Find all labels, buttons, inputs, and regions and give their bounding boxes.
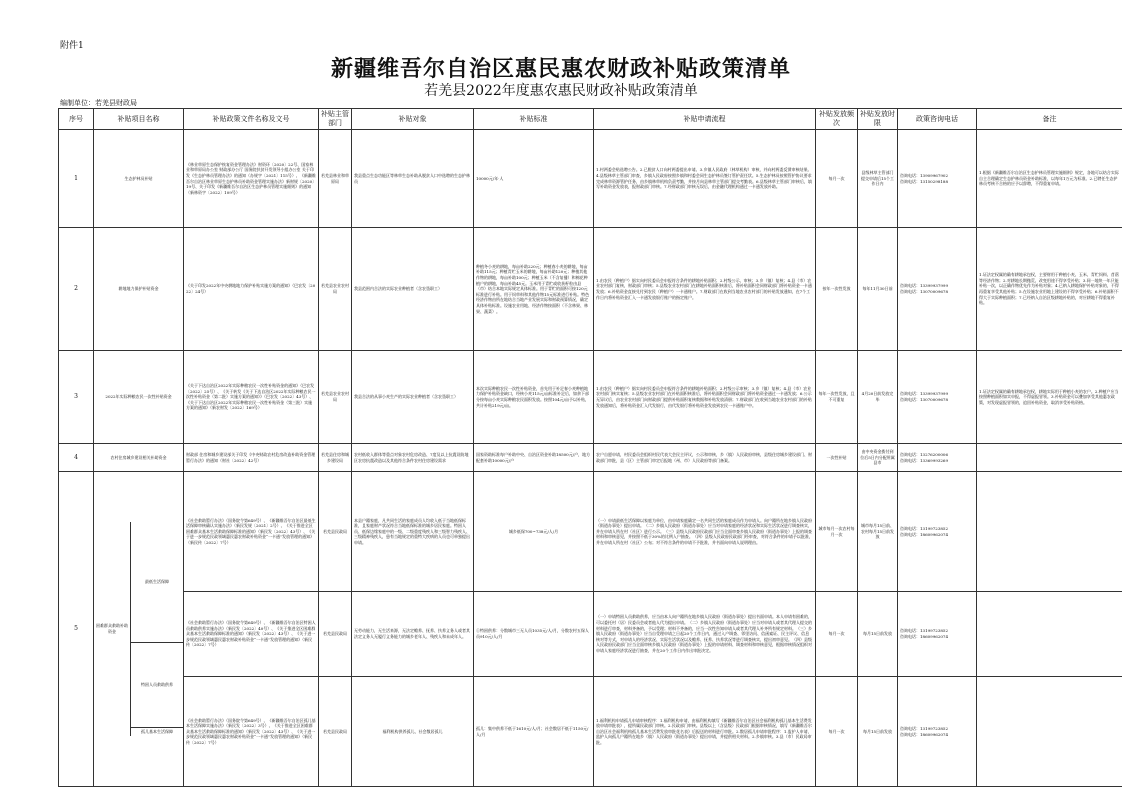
- table-row: [59, 351, 1122, 444]
- page-subtitle: 若羌县2022年度惠农惠民财政补贴政策清单: [424, 83, 698, 99]
- payment-deadline: 城市每月15日前、农村每月15日前发放: [858, 472, 898, 592]
- policy-doc: 《关于印发2022年中央耕地地力保护补贴实施方案的通知》（巴农发〔2022〕24号）: [184, 228, 319, 351]
- department: 若羌县林业和草原局: [319, 130, 352, 228]
- subsidy-standard: 城乡低保700~738元/人/月: [474, 472, 594, 592]
- sub-item-name: 最低生活保障: [145, 579, 169, 585]
- compiling-unit: 编制单位：若羌县财政局: [60, 99, 137, 107]
- payment-deadline: 县级林草主管部门提交申请后15个工作日内: [858, 130, 898, 228]
- policy-doc: 《社会救助暂行办法》（国务院令第649号）、《新疆维吾尔自治区孤儿基本生活保障实施办法》（新民发〔2022〕3号）、《关于推进全区困难群众基本生活救助保障标准的通知》（新民发〔2022〕43号）、《关于进一步规范民政领域惠民惠农财政补贴资金“一卡通”发放管理的通知》（新民传〔2022〕7号）: [184, 677, 319, 787]
- payment-frequency: 每月一次: [816, 130, 858, 228]
- department: 若羌县民政局: [319, 592, 352, 677]
- subsidy-name-group: [94, 472, 184, 787]
- department: 若羌县住房和城乡建设局: [319, 444, 352, 472]
- subsidy-standard: 本次实际种粮农民一次性补贴资金，首先用于补足春小麦种植地力保护补贴资金缺口，经核小麦115元/亩标准补足后，如余下部分按每亩小麦实际种粮农民面积发放。按照104元/亩予以补贴，共计补贴219元/亩。: [474, 351, 594, 444]
- subsidy-name: 农村住房城乡建设相关补助资金: [94, 444, 184, 472]
- col-header: 补贴政策文件名称及文号: [184, 109, 319, 130]
- payment-deadline: 每年11月30日前: [858, 228, 898, 351]
- subsidy-name: 生态护林员补贴: [94, 130, 184, 228]
- col-header: 补贴标准: [474, 109, 594, 130]
- application-process: 1.由农民（种植户）据实向村民委员会申报符合条件的耕地补贴面积；2.村级公示、审核；3.乡（镇）复核；4.县（市）农业农村部门复核，财政部门审核；5.县级农业农村部门在耕地补贴面积核准后，将补贴面积会同财政部门将补贴资金一卡通发放；6.补贴资金直接兑付到农民（种植户）一卡通账户。7.财政部门在收到当地农业农村部门的补贴发放通知，在7个工作日内将补贴资金汇入一卡通发放银行账户的指定账户。: [594, 228, 816, 351]
- subsidy-target: 无劳动能力，无生活来源，无法定赡养、抚养、扶养义务人或者其法定义务人无履行义务能力的城乡老年人、残疾人和未成年人。: [352, 592, 474, 677]
- payment-frequency: 每月一次: [816, 677, 858, 787]
- payment-frequency: 一次性补贴: [816, 444, 858, 472]
- table-row: [59, 472, 1122, 592]
- col-header: 补贴主管部门: [319, 109, 352, 130]
- remarks: [977, 677, 1122, 787]
- consult-phone: 咨询电话：13909967902 咨询电话：13150298188: [898, 130, 977, 228]
- row-seq: 3: [59, 351, 94, 444]
- remarks: [977, 472, 1122, 592]
- table-row: [59, 592, 1122, 677]
- payment-frequency: 按年一次性发放: [816, 228, 858, 351]
- department: 若羌县民政局: [319, 677, 352, 787]
- subsidy-standard: 10000元/年·人: [474, 130, 594, 228]
- col-header: 补贴发放时限: [858, 109, 898, 130]
- policy-doc: 《社会救助暂行办法》（国务院令第649号）、《新疆维吾尔自治区特困人员救助供养实施办法》（新民发〔2022〕40号）、《关于推进全区困难群众基本生活救助保障标准的通知》（新民发〔2022〕43号）、《关于进一步规范民政领域惠民惠农财政补贴资金“一卡通”发放管理的通知》（新民传〔2022〕7号）: [184, 592, 319, 677]
- payment-frequency: 每月一次: [816, 592, 858, 677]
- table-row: [59, 130, 1122, 228]
- application-process: （一）申请特困人员救助供养，应当由本人向户籍所在地乡镇人民政府（街道办事处）提出书面申请。本人申请有困难的，可以委托村（居）民委员会或者他人代为提出申请。（二）乡镇人民政府（街道办事处）应当对申请人或者其代理人提交的材料进行审查，材料齐备的，予以受理；材料不齐备的，应当一次性告知申请人或者其代理人补齐所有规定材料。（三）乡镇人民政府（街道办事处）应当自受理申请之日起20个工作日内，通过入户调查、邻里访问、信函索证、民主评议、信息核对等方式，对申请人的经济状况、实际生活状况以及赡养、抚养、扶养状况等进行调查核实，提出初审意见。（四）县级人民政府民政部门应当全面审核乡镇人民政府（街道办事处）上报的申请材料、调查材料和审核意见，根据审核情况组织对申请人家庭经济状况进行抽查，并在20个工作日内作出审批决定。: [594, 592, 816, 677]
- application-process: 农户自愿申请，村民委员会组织村民代表大会民主评议，公示和审核，乡（镇）人民政府审核，县级住房城乡建设部门、财政部门审批，县（区）主管部门审定后报地（州、市）人民政府等部门备案。: [594, 444, 816, 472]
- row-seq: 2: [59, 228, 94, 351]
- payment-deadline: 由中央资金拨付到位后5日内分配所属县市: [858, 444, 898, 472]
- subsidy-standard: ①特困供养：分散城市三无人员1035元/人/月，分散农村五保人员910元/人/月: [474, 592, 594, 677]
- table-row: [59, 677, 1122, 787]
- row-seq: 1: [59, 130, 94, 228]
- application-process: 1.由农民（种植户）据实向村民委员会申报符合条件的耕地补贴面积；2.村级公示审核；3.乡（镇）复核；4.县（市）农业农村部门核实复核；5.县级农业农村部门在补贴面积核准后，将补贴面积会同财政部门将补贴资金通过一卡通发放；6.公示无异议后，由农业农村部门向财政部门提供补贴面积复核数据和补贴发放清册；7.财政部门在收到当地农业农村部门的补贴发放通知后，将补贴资金汇入代发银行，由代发银行将补贴资金发放到农民一卡通账户中。: [594, 351, 816, 444]
- payment-deadline: 每月15日前发放: [858, 677, 898, 787]
- subsidy-standard: 种植冬小麦的耕地，每亩补助220元；种植春小麦的耕地，每亩补助115元；种植青贮玉米的耕地，每亩补助120元；种植其他作物的耕地，每亩补助100元；种植玉米（不含复播）和棉花种植户的耕地，每亩补助45元。玉米用于青贮或收获籽粒由县（市）结合本地实际规定具体标准。用于青贮的面积可按120元标准进行补贴。用于饲草料和其他作物15元标准进行补贴。特色经济作物由所在地结合当地产业发展实际和财政预算情况，确定具体补贴标准。设施农业用地、经济作物按面积（不含林果、林果、蔬菜）。: [474, 228, 594, 351]
- col-header: 补贴对象: [352, 109, 474, 130]
- sub-item-name: 特困人员救助供养: [131, 642, 183, 727]
- page-title: 新疆维吾尔自治区惠民惠农财政补贴政策清单: [330, 56, 791, 82]
- table-row: [59, 444, 1122, 472]
- remarks: [977, 444, 1122, 472]
- col-header: 补贴项目名称: [94, 109, 184, 130]
- application-process: （一）申请最低生活保障以家庭为单位，由申请家庭确定一名共同生活的家庭成员作为申请人。向户籍所在地乡镇人民政府（街道办事处）提出申请。（二）乡镇人民政府（街道办事处）应当对申请家庭的经济状况和实际生活状况进行调查核实，并在申请人所在村（社区）进行公示。（三）县级人民政府民政部门应当全面审查乡镇人民政府（街道办事处）上报的调查材料和审核意见，并按照不低于30%的比例入户抽查。（四）县级人民政府民政部门经审查，对符合条件的申请予以批准，并在申请人所在村（社区）公布；对不符合条件的申请不予批准，并书面向申请人说明理由。: [594, 472, 816, 592]
- application-process: 1.村两委会贴选聘公告。2.已脱贫人口向村两委提出申请。3.乡镇人民政府（林草机构）审核，并向村两委反馈审核结果。4.县级林草主管部门审查，乡镇人民政府按照乡镇和村委会同生态护林员签订管护责任状。5.生态护林员按照管护协议要求完成林草资源管护任务，由乡镇林草机构负责考勤，并按月向县林草主管部门提交考勤表。6.县级林草主管部门审核后，填写补助资金发放表，报财政部门审核。7.经财政部门审核无误后，由金融代理机构通过一卡通发放补助。: [594, 130, 816, 228]
- subsidy-target: 本县户籍家庭，凡共同生活的家庭成员人均收入低于当地低保标准，且家庭财产状况符合当地低保标准的城乡居民家庭。特困人员、低保边缘家庭中的一级、二级重度残疾人和三级智力残疾人、三级精神残疾人，患有当地规定的重特大疾病的人员也可单独提出申请。: [352, 472, 474, 592]
- policy-doc: 《社会救助暂行办法》（国务院令第649号）、《新疆维吾尔自治区最低生活保障审核确认实施办法》（新民发规〔2021〕2号）、《关于推进全区困难群众基本生活救助保障标准的通知》（新民发〔2022〕43号）、《关于进一步规范民政领域惠民惠农财政补贴资金“一卡通”发放管理的通知》（新民传〔2022〕7号）: [184, 472, 319, 592]
- department: 若羌县农业农村局: [319, 228, 352, 351]
- subsidy-name: 2022年实际种粮农民一次性补贴资金: [94, 351, 184, 444]
- sub-item-name: 孤儿基本生活保障: [131, 727, 183, 736]
- attachment-label: 附件1: [60, 41, 84, 51]
- remarks: 1.证法定权属的确有耕地承包权，耕地实际用于种植小麦的农户。2.种植户应当按照种植面积如实申报，不得虚报冒领。3.补贴资金可以叠加享受其他惠农政策，对发现虚报冒领的，追回补贴资金，取消享受补贴资格。: [977, 351, 1122, 444]
- payment-deadline: 4月20日前发放完毕: [858, 351, 898, 444]
- payment-deadline: 每月15日前发放: [858, 592, 898, 677]
- consult-phone: 咨询电话：13199723852 咨询电话：18609962074: [898, 472, 977, 592]
- subsidy-target: 农村低收入群体等重点对象农村危房改造、7度及以上抗震设防地区农房抗震改造以及其他符合条件农村住房建设需求: [352, 444, 474, 472]
- col-header: 补贴申请流程: [594, 109, 816, 130]
- payment-frequency: 城市每月一次农村每月一次: [816, 472, 858, 592]
- subsidy-standard: 国家资助标准每户补助中央、自治区资金补助18500元/户，地方配套补助10000元/户: [474, 444, 594, 472]
- col-header: 序号: [59, 109, 94, 130]
- policy-doc: 《关于下达自治区2022年实际种粮农民一次性补贴资金的通知》（巴农发〔2022〕25号）、《关于转发《关于下达自治区2022年实际种粮农民一次性补贴资金（第二批）实施方案的通知》》（巴农发〔2022〕43号）、《关于下达自治区2022年实际种粮农民一次性补贴资金（第三批）实施方案的通知》（新农财发〔2022〕169号）: [184, 351, 319, 444]
- department: 若羌县农业农村局: [319, 351, 352, 444]
- remarks: 1.证法定权属的确有耕地承包权，主要财用于种植小麦、玉米、青贮饲料、苜蓿等经济作物；2.对耕地长期抛荒、改变用途不得享受补贴；3.同一地块一年只能补贴一次，以正确作物优先作为补贴对象；4.已纳入耕地保护补贴对象的，不得再重复享受其他补贴；5.在设施农业用地上建设的不得享受补贴；6.补贴面积不得大于实际种植面积；7.已经纳入自治区级耕地补贴的，对应耕地不得重复补贴。: [977, 228, 1122, 351]
- consult-phone: 咨询电话：13199723852 咨询电话：18609962074: [898, 677, 977, 787]
- subsidy-standard: 孤儿：集中供养不低于1610元/人/月；社会散居不低于1150元/人/月: [474, 677, 594, 787]
- consult-phone: 咨询电话：13399937999 咨询电话：13070009678: [898, 351, 977, 444]
- policy-doc: 财政部 住房和城乡建设部关于印发《中央财政农村危房改造补助资金管理暂行办法》的通知（财社〔2022〕42号）: [184, 444, 319, 472]
- col-header: 补贴发放频次: [816, 109, 858, 130]
- subsidy-name: 耕地地力保护补贴资金: [94, 228, 184, 351]
- policy-table: [58, 108, 1122, 787]
- payment-frequency: 每年一次性发放，且不可重复: [816, 351, 858, 444]
- table-row: [59, 228, 1122, 351]
- col-header: 政策咨询电话: [898, 109, 977, 130]
- remarks: [977, 592, 1122, 677]
- row-seq: 4: [59, 444, 94, 472]
- subsidy-target: 我县范围内合法的实际农业种植者（含农垦职工）: [352, 228, 474, 351]
- subsidy-target: 福利机构供养孤儿、社会散居孤儿: [352, 677, 474, 787]
- subsidy-target: 我县重点生态功能区等林草生态补助从脱贫人口中选聘的生态护林员: [352, 130, 474, 228]
- application-process: 1.福利机构申请孤儿申请审核程序：1.福利机构申请，由福利机构填写《新疆维吾尔自治区社会福利机构孤儿基本生活费发放申请审批表》，提所属民政部门审核。2.民政部门审核。县级以上（含县级）民政部门根据审核情况，填写《新疆维吾尔自治区社会福利机构孤儿基本生活费发放审批花名表》后报送的材料进行审批。2.散居孤儿申请审批程序：1.监护人申请，监护人向孤儿户籍所在地乡（镇）人民政府（街道办事处）提出申请，并提供相关材料。2.乡镇审核。3.县（市）民政局审批。: [594, 677, 816, 787]
- table-header-row: [59, 109, 1122, 130]
- consult-phone: 咨询电话：13199723852 咨询电话：18609962074: [898, 592, 977, 677]
- consult-phone: 咨询电话：13399937999 咨询电话：13070009678: [898, 228, 977, 351]
- remarks: 1.根据《新疆维吾尔自治区生态护林员管理实施细则》规定，各地可以结合实际自主合理确定生态护林员资金补助标准，以每年1万元为标准。2.已聘任生态护林员考核不合格的应予以辞聘，不得重复申请。: [977, 130, 1122, 228]
- subsidy-name: 困难群众救助补助资金: [96, 623, 128, 634]
- row-seq: 5: [59, 472, 94, 787]
- consult-phone: 咨询电话：13276200006 咨询电话：13369993269: [898, 444, 977, 472]
- subsidy-target: 我县合法的从事小麦生产的实际农业种植者（含农垦职工）: [352, 351, 474, 444]
- col-header: 备注: [977, 109, 1122, 130]
- policy-doc: 《林业草原生态保护恢复资金管理办法》财资环〔2020〕22号、国家林业和草原局办公室 财政部办公厅 国务院扶贫开发领导小组办公室 关于印发《生态护林员管理办法》的通知（办规字〔2021〕115号）、《新疆维吾尔自治区林业草原生态护林员补助资金管理实施办法》新财规〔2020〕19号、关于印发《新疆维吾尔自治区生态护林员管理实施细则》的通知（新林资字〔2022〕109号）: [184, 130, 319, 228]
- department: 若羌县民政局: [319, 472, 352, 592]
